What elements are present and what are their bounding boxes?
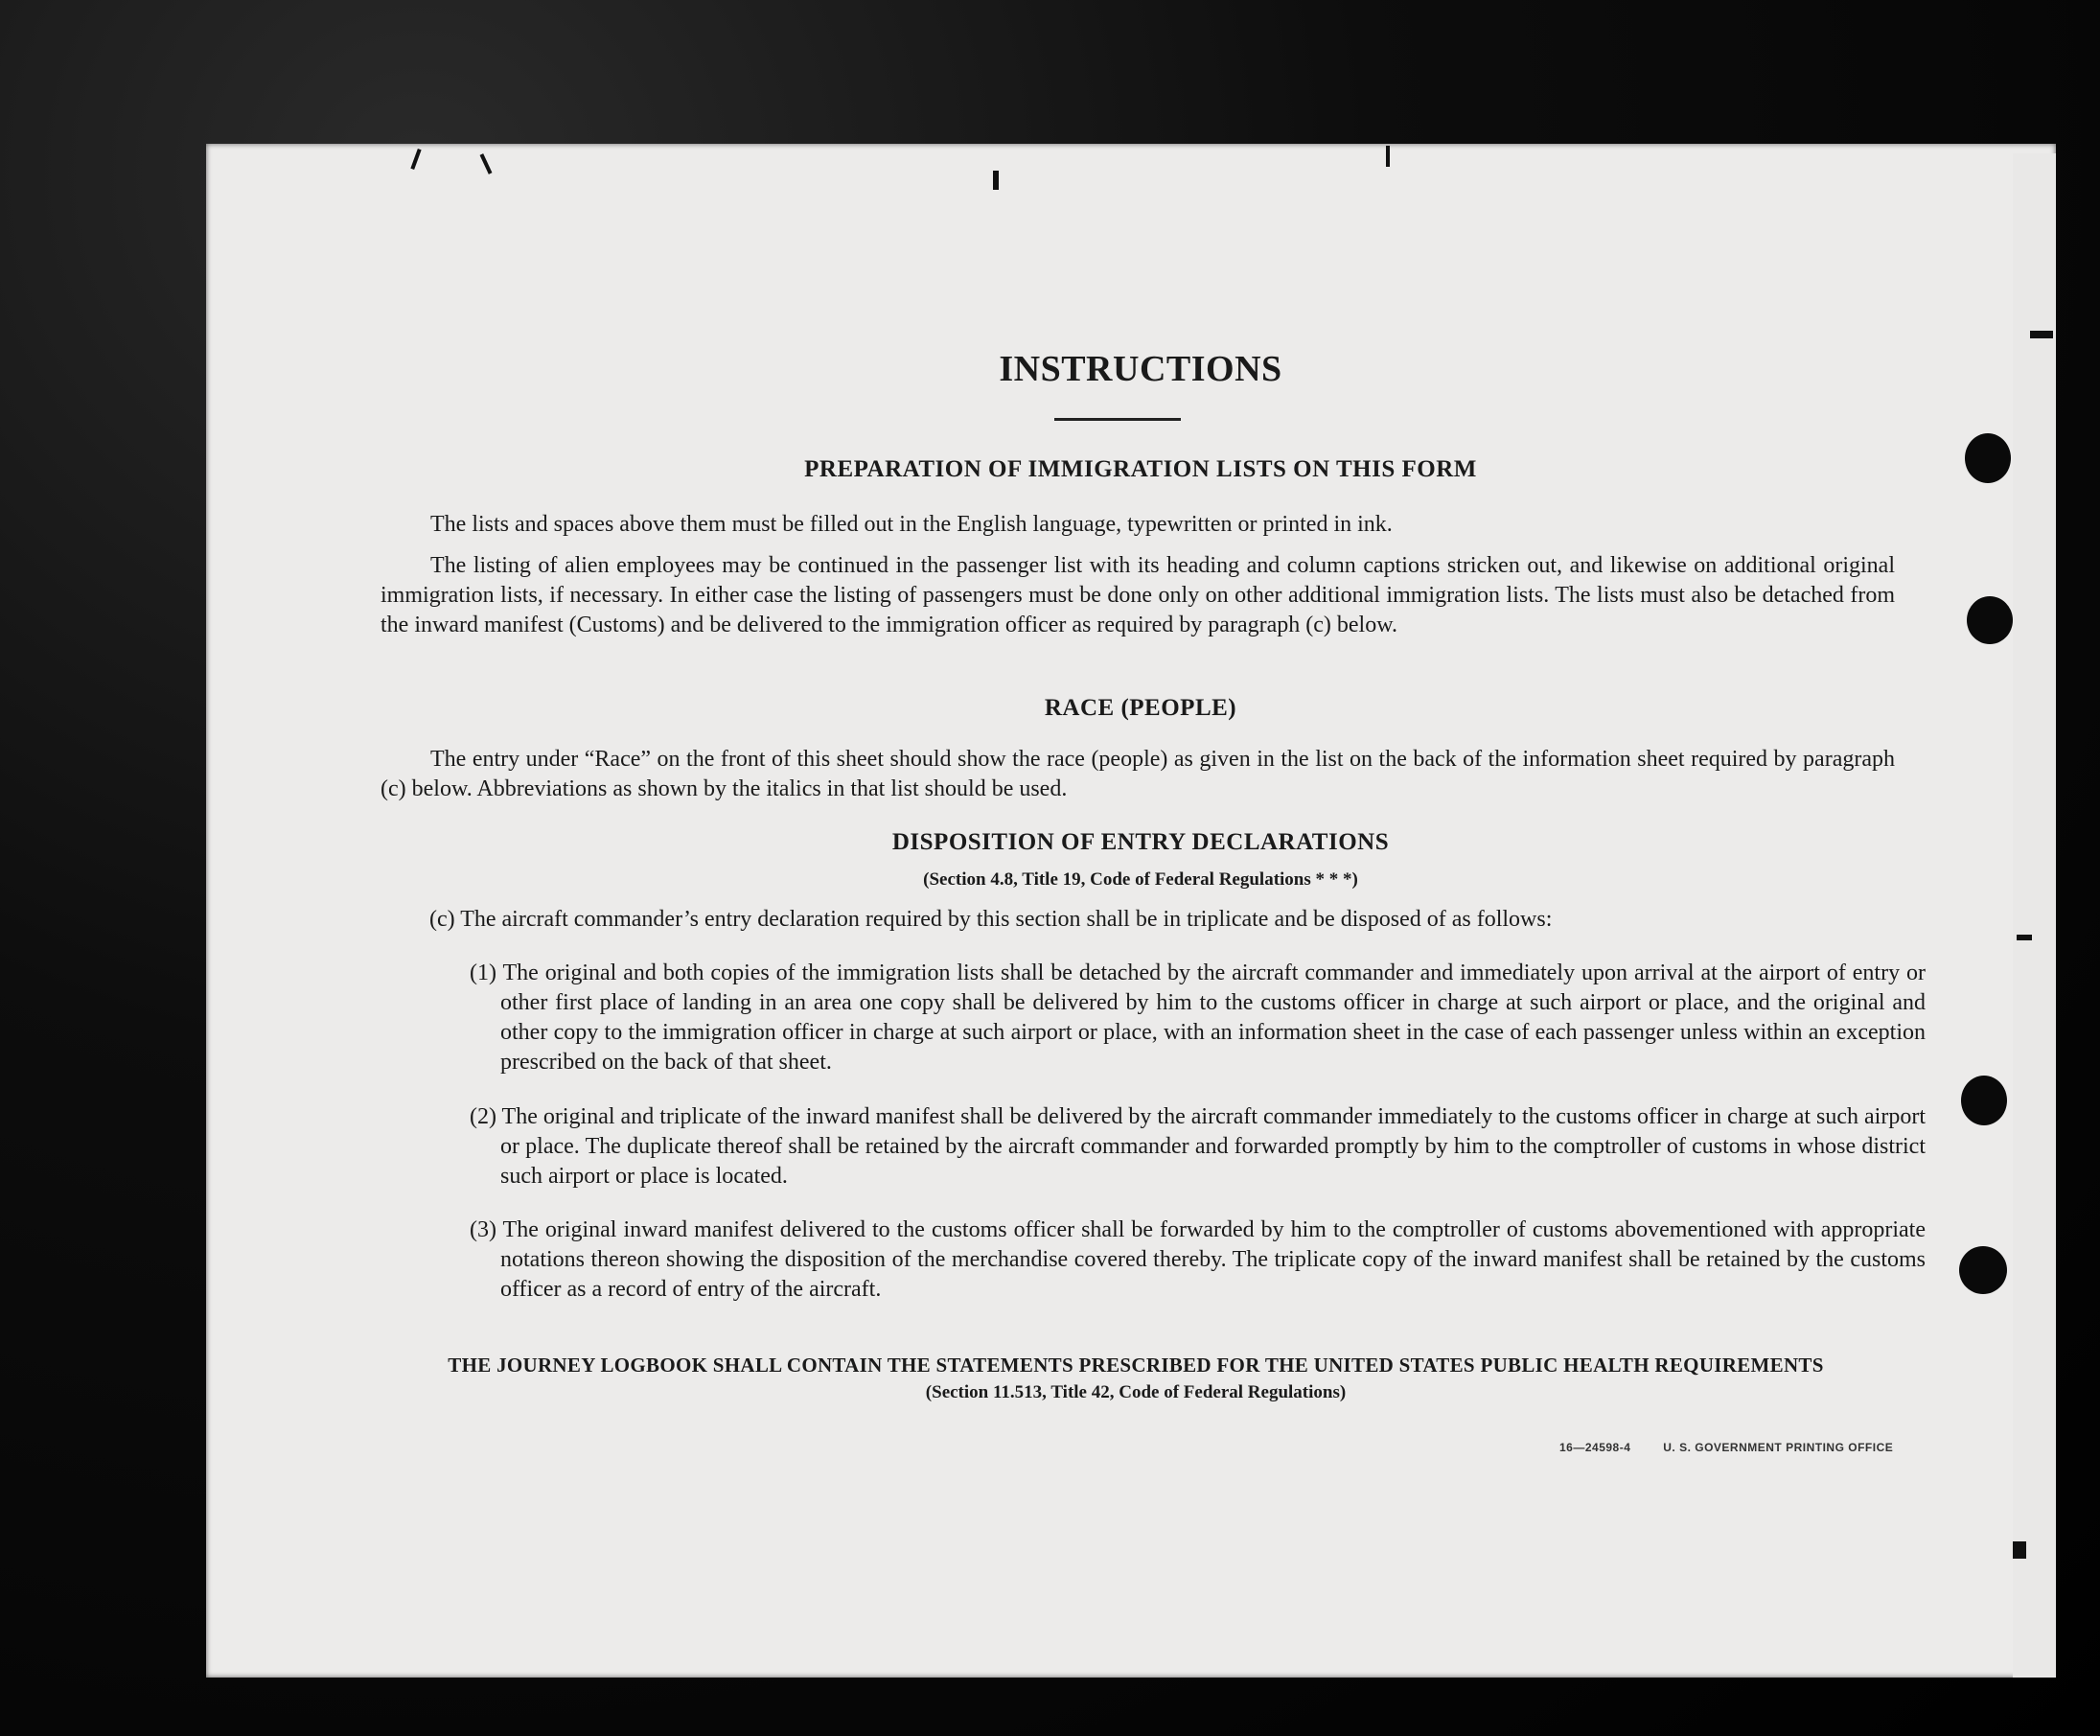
printer-name: U. S. GOVERNMENT PRINTING OFFICE: [1663, 1441, 1894, 1454]
public-health-citation: (Section 11.513, Title 42, Code of Federal Regulations): [925, 1382, 1347, 1402]
section-heading-race: RACE (PEOPLE): [1044, 695, 1237, 721]
disposition-citation: (Section 4.8, Title 19, Code of Federal Regulations * * *): [923, 869, 1358, 890]
page-title: INSTRUCTIONS: [999, 349, 1282, 389]
public-health-statement: THE JOURNEY LOGBOOK SHALL CONTAIN THE STATEMENTS PRESCRIBED FOR THE UNITED STATES PUBLIC HEALTH REQUIREMENTS: [448, 1354, 1824, 1377]
paragraph-race: The entry under “Race” on the front of this sheet should show the race (people) as given in the list on the back of the information sheet required by paragraph (c) below. Abbreviations as shown by the italics in that list should be used.: [381, 747, 1895, 801]
list-item: (1) The original and both copies of the immigration lists shall be detached by the aircraft commander and immediately upon arrival at the airport of entry or other first place of landing in an area one copy shall be delivered by him to the customs officer in charge at such airport or place, and the original and other copy to the immigration officer in charge at such airport or place, with an information sheet in the case of each passenger unless within an exception prescribed on the back of that sheet.: [470, 961, 1926, 1075]
section-heading-disposition: DISPOSITION OF ENTRY DECLARATIONS: [891, 829, 1390, 855]
paragraph-language: The lists and spaces above them must be filled out in the English language, typewritten or printed in ink.: [430, 512, 1393, 537]
printing-imprint: [1559, 1441, 1922, 1454]
title-underline: [1054, 418, 1181, 421]
section-heading-preparation: PREPARATION OF IMMIGRATION LISTS ON THIS FORM: [804, 456, 1477, 482]
list-item: (2) The original and triplicate of the inward manifest shall be delivered by the aircraft commander immediately to the customs officer in charge at such airport or place. The duplicate thereof shall be retained by the aircraft commander and forwarded promptly by him to the comptroller of customs in whose district such airport or place is located.: [470, 1104, 1926, 1189]
list-item: (3) The original inward manifest delivered to the customs officer shall be forwarded by him to the comptroller of customs abovementioned with appropriate notations thereon showing the disposition of the merchandise covered thereby. The triplicate copy of the inward manifest shall be retained by the customs officer as a record of entry of the aircraft.: [470, 1217, 1926, 1302]
paragraph-c-intro: (c) The aircraft commander’s entry declaration required by this section shall be in triplicate and be disposed of as follows:: [429, 907, 1553, 932]
form-number: 16—24598-4: [1559, 1441, 1631, 1454]
paragraph-alien-employees: The listing of alien employees may be continued in the passenger list with its heading and column captions stricken out, and likewise on additional original immigration lists, if necessary. In either case the listing of passengers must be done only on other additional immigration lists. The lists must also be detached from the inward manifest (Customs) and be delivered to the immigration officer as required by paragraph (c) below.: [381, 553, 1895, 637]
